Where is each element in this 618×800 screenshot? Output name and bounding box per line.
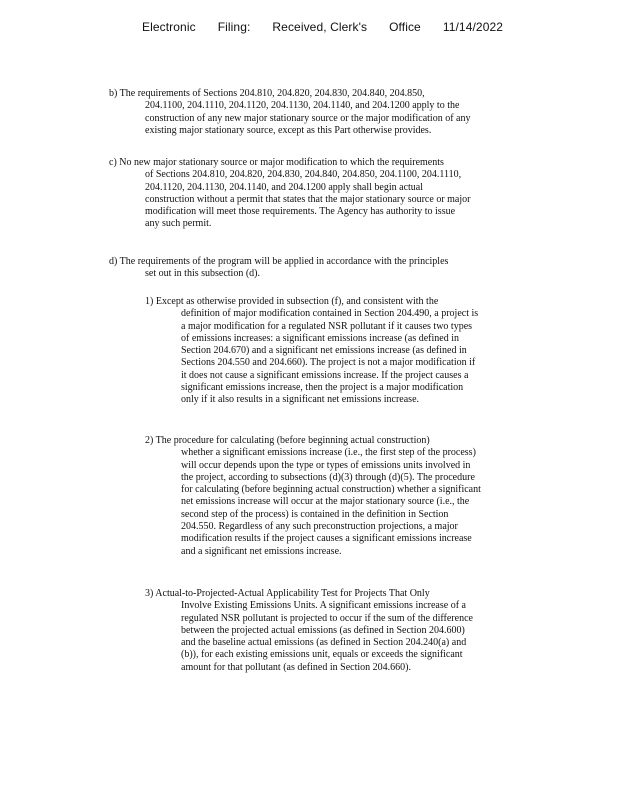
- line: between the projected actual emissions (as defined in Section 204.600): [181, 624, 465, 636]
- line: for calculating (before beginning actual construction) whether a significant: [181, 484, 481, 496]
- line: will occur depends upon the type or types of emissions units involved in: [181, 459, 471, 471]
- paragraph-b: [109, 88, 470, 137]
- line: 204.1120, 204.1130, 204.1140, and 204.1200 apply shall begin actual: [145, 181, 424, 193]
- line: Sections 204.550 and 204.660). The project is not a major modification if: [181, 357, 476, 369]
- line: net emissions increase will occur at the major stationary source (i.e., the: [181, 496, 470, 508]
- line: c) No new major stationary source or major modification to which the requirements: [109, 157, 444, 168]
- line: it does not cause a significant emissions increase. If the project causes a: [181, 369, 469, 381]
- line: construction without a permit that states that the major stationary source or major: [145, 193, 471, 205]
- line: Involve Existing Emissions Units. A significant emissions increase of a: [181, 600, 466, 612]
- filing-header: [142, 20, 525, 34]
- line: Section 204.670) and a significant net emissions increase (as defined in: [181, 345, 467, 357]
- line: definition of major modification contained in Section 204.490, a project is: [181, 308, 479, 320]
- header-office: Office: [389, 20, 421, 34]
- line: significant emissions increase, then the project is a major modification: [181, 382, 464, 394]
- paragraph-d2: [145, 435, 481, 558]
- line: 1) Except as otherwise provided in subsection (f), and consistent with the: [145, 296, 439, 307]
- line: only if it also results in a significant net emissions increase.: [181, 394, 420, 406]
- line: second step of the process) is contained in the definition in Section: [181, 508, 449, 520]
- line: 3) Actual-to-Projected-Actual Applicability Test for Projects That Only: [145, 588, 430, 599]
- line: existing major stationary source, except as this Part otherwise provides.: [145, 124, 432, 136]
- header-received: Received, Clerk's: [272, 20, 368, 34]
- line: 2) The procedure for calculating (before beginning actual construction): [145, 435, 430, 446]
- line: 204.550. Regardless of any such preconstruction projections, a major: [181, 521, 458, 533]
- line: of Sections 204.810, 204.820, 204.830, 204.840, 204.850, 204.1100, 204.1110,: [145, 169, 462, 181]
- line: b) The requirements of Sections 204.810, 204.820, 204.830, 204.840, 204.850,: [109, 88, 425, 99]
- line: 204.1100, 204.1110, 204.1120, 204.1130, 204.1140, and 204.1200 apply to the: [145, 100, 460, 112]
- paragraph-d: [109, 256, 448, 281]
- line: of emissions increases: a significant emissions increase (as defined in: [181, 332, 459, 344]
- line: modification will meet those requirements. The Agency has authority to issue: [145, 206, 456, 218]
- paragraph-d1: [145, 296, 478, 407]
- line: whether a significant emissions increase (i.e., the first step of the process): [181, 447, 476, 459]
- header-filing: Filing:: [217, 20, 251, 34]
- line: construction of any new major stationary source or the major modification of any: [145, 112, 471, 124]
- header-electronic: Electronic: [142, 20, 196, 34]
- line: and a significant net emissions increase.: [181, 545, 342, 557]
- line: set out in this subsection (d).: [145, 268, 260, 280]
- header-date: 11/14/2022: [442, 20, 504, 34]
- line: a major modification for a regulated NSR pollutant if it causes two types: [181, 320, 473, 332]
- line: any such permit.: [145, 218, 212, 230]
- paragraph-c: [109, 157, 470, 231]
- line: and the baseline actual emissions (as defined in Section 204.240(a) and: [181, 637, 467, 649]
- line: regulated NSR pollutant is projected to occur if the sum of the difference: [181, 612, 473, 624]
- paragraph-d3: [145, 588, 473, 674]
- line: amount for that pollutant (as defined in Section 204.660).: [181, 661, 411, 673]
- line: modification results if the project causes a significant emissions increase: [181, 533, 472, 545]
- line: (b)), for each existing emissions unit, equals or exceeds the significant: [181, 649, 463, 661]
- line: d) The requirements of the program will be applied in accordance with the principles: [109, 256, 449, 267]
- line: the project, according to subsections (d)(3) through (d)(5). The procedure: [181, 471, 475, 483]
